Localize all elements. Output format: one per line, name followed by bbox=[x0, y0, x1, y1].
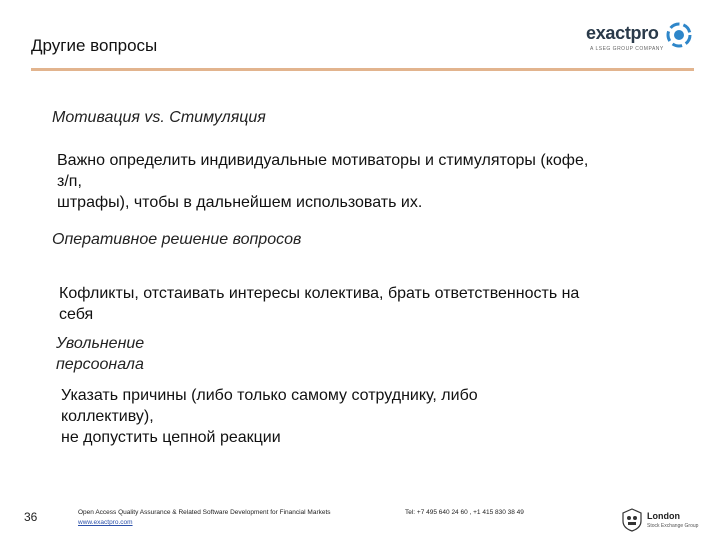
motivation-text bbox=[57, 150, 588, 213]
logo-wordmark: exactpro bbox=[586, 23, 659, 43]
page-title: Другие вопросы bbox=[31, 36, 158, 55]
footer-description: Open Access Quality Assurance & Related Software Development for Financial Markets bbox=[78, 509, 331, 516]
logo-tagline: A LSEG GROUP COMPANY bbox=[590, 46, 664, 52]
text-line: коллективу), bbox=[61, 408, 154, 425]
text-line: не допустить цепной реакции bbox=[61, 429, 281, 446]
heading-line: Увольнение bbox=[56, 335, 145, 352]
text-line: Важно определить индивидуальные мотиваторы и стимуляторы (кофе, bbox=[57, 152, 589, 169]
text-line: з/п, bbox=[57, 173, 82, 190]
exactpro-logo bbox=[586, 22, 696, 54]
lseg-wordmark: London bbox=[647, 511, 680, 521]
footer-website-link[interactable]: www.exactpro.com bbox=[78, 519, 133, 526]
text-line: Кофликты, отстаивать интересы колектива, брать ответственность на bbox=[59, 285, 580, 302]
heading-dismissal bbox=[56, 333, 144, 375]
footer-phones: Tel: +7 495 640 24 60 , +1 415 830 38 49 bbox=[405, 509, 524, 516]
lseg-tagline: Stock Exchange Group bbox=[647, 523, 699, 529]
heading-motivation: Мотивация vs. Стимуляция bbox=[52, 109, 266, 126]
heading-operative: Оперативное решение вопросов bbox=[52, 231, 302, 248]
operative-text bbox=[59, 283, 579, 325]
exactpro-mark-icon bbox=[666, 22, 692, 48]
header-rule bbox=[31, 68, 694, 71]
text-line: Указать причины (либо только самому сотруднику, либо bbox=[61, 387, 478, 404]
text-line: себя bbox=[59, 306, 94, 323]
page-number: 36 bbox=[24, 510, 38, 524]
heading-line: персоонала bbox=[56, 356, 144, 373]
lseg-logo bbox=[621, 508, 701, 534]
dismissal-text bbox=[61, 385, 478, 448]
lseg-crest-icon bbox=[621, 508, 643, 532]
text-line: штрафы), чтобы в дальнейшем использовать их. bbox=[57, 194, 423, 211]
